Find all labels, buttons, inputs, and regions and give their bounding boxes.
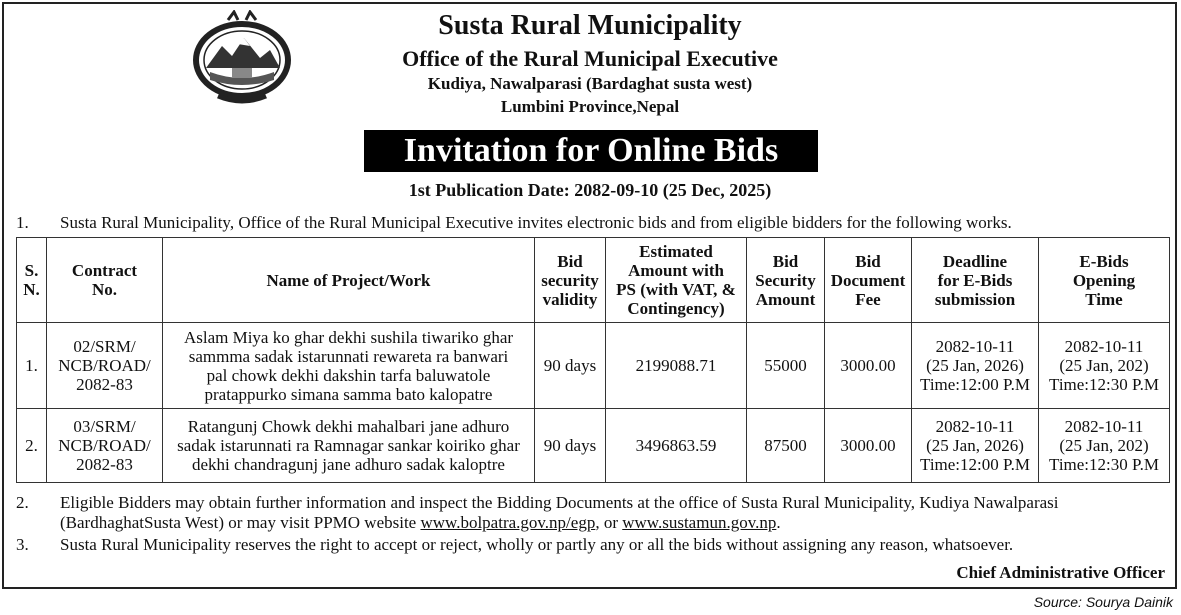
office-name: Office of the Rural Municipal Executive (402, 46, 778, 71)
header-opening-time: E-Bids Opening Time (1039, 238, 1170, 323)
paragraph-number: 3. (16, 535, 29, 554)
paragraph-number: 2. (16, 493, 29, 512)
cell-opening: 2082-10-11 (25 Jan, 202) Time:12:30 P.M (1039, 409, 1170, 483)
province-name: Lumbini Province,Nepal (500, 97, 680, 116)
cell-security: 87500 (747, 409, 825, 483)
header-bid-security-amount: Bid Security Amount (747, 238, 825, 323)
cell-validity: 90 days (535, 409, 606, 483)
cell-estimate: 2199088.71 (606, 323, 747, 409)
paragraph-text: Susta Rural Municipality reserves the right to accept or reject, wholly or partly any or all the bids without assigning any reason, whatsoever. (60, 535, 1014, 554)
municipality-title: Susta Rural Municipality (438, 10, 742, 41)
header-bid-document-fee: Bid Document Fee (825, 238, 912, 323)
cell-estimate: 3496863.59 (606, 409, 747, 483)
table-row (17, 323, 1170, 409)
bolpatra-link[interactable]: www.bolpatra.gov.np/egp (420, 513, 596, 532)
sustamun-link[interactable]: www.sustamun.gov.np (622, 513, 777, 532)
cell-fee: 3000.00 (825, 409, 912, 483)
paragraph-number: 1. (16, 213, 29, 232)
table-header-row (17, 238, 1170, 323)
paragraph-text: Eligible Bidders may obtain further information and inspect the Bidding Documents at the office of Susta Rural Municipality, Kudiya Nawalparasi (60, 493, 1059, 512)
cell-contract-no: 03/SRM/ NCB/ROAD/ 2082-83 (47, 409, 163, 483)
cell-sn: 2. (17, 409, 47, 483)
header-project: Name of Project/Work (163, 238, 535, 323)
source-credit: Source: Sourya Dainik (1033, 594, 1173, 610)
office-address: Kudiya, Nawalparasi (Bardaghat susta west) (427, 74, 753, 93)
nepal-emblem-icon (188, 10, 296, 104)
bids-table (16, 237, 1170, 483)
cell-opening: 2082-10-11 (25 Jan, 202) Time:12:30 P.M (1039, 323, 1170, 409)
header-estimated-amount: Estimated Amount with PS (with VAT, & Contingency) (606, 238, 747, 323)
header-deadline: Deadline for E-Bids submission (912, 238, 1039, 323)
header-sn: S. N. (17, 238, 47, 323)
cell-validity: 90 days (535, 323, 606, 409)
header-contract-no: Contract No. (47, 238, 163, 323)
signatory: Chief Administrative Officer (956, 563, 1165, 582)
cell-fee: 3000.00 (825, 323, 912, 409)
publication-date: 1st Publication Date: 2082-09-10 (25 Dec, 2025) (408, 180, 772, 200)
cell-security: 55000 (747, 323, 825, 409)
paragraph-text: (BardhaghatSusta West) or may visit PPMO website www.bolpatra.gov.np/egp, or www.sustamun.gov.np. (60, 513, 781, 532)
cell-deadline: 2082-10-11 (25 Jan, 2026) Time:12:00 P.M (912, 409, 1039, 483)
cell-contract-no: 02/SRM/ NCB/ROAD/ 2082-83 (47, 323, 163, 409)
cell-project: Ratangunj Chowk dekhi mahalbari jane adhuro sadak istarunnati ra Ramnagar sankar koiriko ghar dekhi chandragunj jane adhuro sadak kaloptre (163, 409, 535, 483)
paragraph-text: Susta Rural Municipality, Office of the Rural Municipal Executive invites electronic bids and from eligible bidders for the following works. (60, 213, 1012, 232)
table-row (17, 409, 1170, 483)
header-bid-security-validity: Bid security validity (535, 238, 606, 323)
cell-deadline: 2082-10-11 (25 Jan, 2026) Time:12:00 P.M (912, 323, 1039, 409)
notice-banner: Invitation for Online Bids (364, 130, 818, 172)
cell-sn: 1. (17, 323, 47, 409)
cell-project: Aslam Miya ko ghar dekhi sushila tiwariko ghar sammma sadak istarunnati rewareta ra banwari pal chowk dekhi dakshin tarfa baluwatole pratappurko simana samma bato kalopatre (163, 323, 535, 409)
